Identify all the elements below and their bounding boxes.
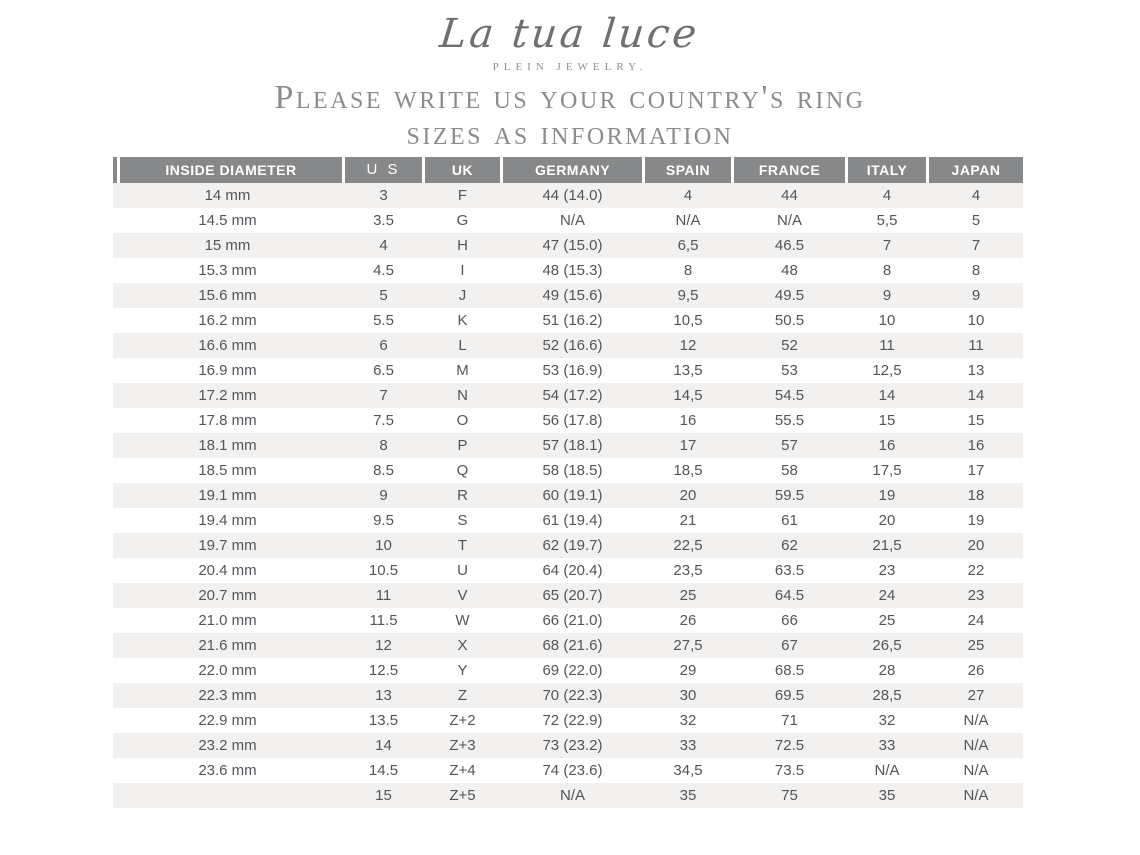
- table-row: [113, 208, 1023, 233]
- table-row: [113, 258, 1023, 283]
- table-cell: K: [457, 312, 468, 329]
- table-cell: 23.6 mm: [198, 762, 257, 779]
- column-header-u-s: U S: [345, 157, 422, 183]
- table-cell: 17.2 mm: [198, 387, 257, 404]
- table-cell: 4: [971, 187, 981, 204]
- page-title-line2: sizes as information: [406, 115, 734, 152]
- table-cell: 5: [379, 287, 388, 304]
- table-cell: 59.5: [774, 487, 805, 504]
- table-cell: 11.5: [369, 612, 398, 629]
- table-cell: 23.2 mm: [198, 737, 257, 754]
- table-cell: 56 (17.8): [542, 412, 603, 429]
- table-row: [113, 383, 1023, 408]
- table-cell: 12: [375, 637, 392, 654]
- table-cell: 35: [679, 787, 697, 804]
- table-cell: 16.9 mm: [198, 362, 257, 379]
- table-cell: Z: [457, 687, 468, 704]
- table-cell: 7.5: [373, 412, 394, 429]
- table-cell: 69 (22.0): [542, 662, 603, 679]
- table-cell: 22.3 mm: [198, 687, 257, 704]
- table-cell: 23: [967, 587, 985, 604]
- table-cell: 50.5: [774, 312, 805, 329]
- table-row: [113, 433, 1023, 458]
- table-cell: 48 (15.3): [542, 262, 603, 279]
- table-cell: I: [460, 262, 465, 279]
- table-cell: 17.8 mm: [198, 412, 257, 429]
- table-cell: G: [456, 212, 469, 229]
- table-cell: 9: [971, 287, 981, 304]
- table-cell: 8: [971, 262, 981, 279]
- table-cell: 60 (19.1): [542, 487, 603, 504]
- table-cell: 24: [967, 612, 985, 629]
- table-cell: 20.4 mm: [198, 562, 257, 579]
- table-cell: 7: [971, 237, 981, 254]
- table-cell: 48: [781, 262, 798, 279]
- table-cell: N/A: [963, 787, 989, 804]
- table-cell: 15.6 mm: [198, 287, 257, 304]
- table-cell: 33: [878, 737, 896, 754]
- table-cell: N: [457, 387, 468, 404]
- table-cell: N/A: [559, 212, 585, 229]
- table-cell: 68.5: [774, 662, 805, 679]
- table-cell: 53: [781, 362, 798, 379]
- table-cell: 29: [679, 662, 697, 679]
- ring-size-table: [113, 157, 1023, 808]
- table-cell: 32: [679, 712, 697, 729]
- table-cell: 9: [882, 287, 892, 304]
- table-row: [113, 333, 1023, 358]
- table-cell: 22,5: [673, 537, 703, 554]
- table-row: [113, 308, 1023, 333]
- table-cell: 9.5: [373, 512, 394, 529]
- table-cell: 10,5: [673, 312, 703, 329]
- table-cell: 4: [683, 187, 693, 204]
- table-cell: S: [457, 512, 468, 529]
- table-cell: 7: [882, 237, 892, 254]
- table-row: [113, 583, 1023, 608]
- table-cell: 46.5: [774, 237, 805, 254]
- table-cell: O: [456, 412, 469, 429]
- table-cell: 34,5: [673, 762, 703, 779]
- table-cell: 13: [967, 362, 985, 379]
- table-cell: 6,5: [677, 237, 699, 254]
- table-cell: 68 (21.6): [542, 637, 603, 654]
- table-cell: 15: [375, 787, 392, 804]
- table-cell: 14,5: [673, 387, 703, 404]
- table-cell: 19.4 mm: [198, 512, 257, 529]
- table-cell: 20: [967, 537, 985, 554]
- table-cell: 66 (21.0): [542, 612, 603, 629]
- table-header-edge: [113, 157, 117, 183]
- table-cell: X: [457, 637, 468, 654]
- table-cell: N/A: [559, 787, 585, 804]
- table-cell: 54.5: [774, 387, 805, 404]
- table-cell: 28,5: [872, 687, 902, 704]
- table-cell: 16: [878, 437, 896, 454]
- table-cell: 61: [781, 512, 798, 529]
- table-row: [113, 658, 1023, 683]
- table-cell: 54 (17.2): [542, 387, 603, 404]
- table-cell: 26: [679, 612, 697, 629]
- table-cell: 47 (15.0): [542, 237, 603, 254]
- table-cell: 44 (14.0): [542, 187, 603, 204]
- table-cell: 72.5: [774, 737, 805, 754]
- table-cell: 10: [375, 537, 392, 554]
- table-cell: 13: [375, 687, 392, 704]
- table-cell: 12,5: [872, 362, 902, 379]
- table-cell: T: [457, 537, 468, 554]
- brand-name: La tua luce: [438, 11, 702, 57]
- table-cell: 63.5: [774, 562, 805, 579]
- table-cell: 13,5: [673, 362, 703, 379]
- table-cell: 67: [781, 637, 798, 654]
- table-row: [113, 508, 1023, 533]
- page-title: [0, 80, 1140, 152]
- table-cell: 8.5: [373, 462, 394, 479]
- table-cell: 14: [375, 737, 392, 754]
- table-cell: 73 (23.2): [542, 737, 603, 754]
- brand-tagline: PLEIN JEWELRY.: [492, 61, 648, 73]
- table-cell: 51 (16.2): [542, 312, 603, 329]
- table-cell: N/A: [963, 712, 989, 729]
- table-row: [113, 408, 1023, 433]
- table-cell: W: [455, 612, 470, 629]
- table-cell: 18,5: [673, 462, 703, 479]
- table-cell: 21.0 mm: [198, 612, 257, 629]
- table-cell: R: [457, 487, 468, 504]
- table-cell: 15: [967, 412, 985, 429]
- table-cell: 70 (22.3): [542, 687, 603, 704]
- table-cell: 16: [679, 412, 697, 429]
- table-cell: H: [457, 237, 468, 254]
- table-cell: 49.5: [774, 287, 805, 304]
- table-cell: 6.5: [373, 362, 394, 379]
- table-cell: 22: [967, 562, 985, 579]
- table-cell: 18: [967, 487, 985, 504]
- table-row: [113, 183, 1023, 208]
- table-cell: Z+3: [449, 737, 476, 754]
- table-header-row: [113, 157, 1023, 183]
- table-cell: 4.5: [373, 262, 394, 279]
- table-cell: 12.5: [368, 662, 399, 679]
- table-row: [113, 733, 1023, 758]
- column-header-germany: GERMANY: [503, 157, 642, 183]
- table-cell: 13.5: [368, 712, 399, 729]
- table-body: [113, 183, 1023, 808]
- table-cell: 14: [967, 387, 985, 404]
- table-cell: 7: [379, 387, 388, 404]
- table-cell: 12: [679, 337, 697, 354]
- brand-logo: [0, 0, 1140, 74]
- table-cell: 22.9 mm: [198, 712, 257, 729]
- table-cell: 74 (23.6): [542, 762, 603, 779]
- table-row: [113, 683, 1023, 708]
- table-cell: 10: [967, 312, 985, 329]
- table-cell: 8: [379, 437, 388, 454]
- table-cell: 15.3 mm: [198, 262, 257, 279]
- table-cell: 28: [878, 662, 896, 679]
- table-cell: 4: [882, 187, 892, 204]
- table-cell: 14.5 mm: [198, 212, 257, 229]
- table-row: [113, 458, 1023, 483]
- table-cell: 62: [781, 537, 798, 554]
- table-cell: 19.7 mm: [198, 537, 257, 554]
- table-cell: 14 mm: [204, 187, 251, 204]
- table-row: [113, 758, 1023, 783]
- table-cell: 75: [781, 787, 798, 804]
- table-cell: 14.5: [368, 762, 399, 779]
- table-row: [113, 558, 1023, 583]
- table-cell: 11: [879, 337, 895, 354]
- column-header-italy: ITALY: [848, 157, 926, 183]
- column-header-inside-diameter: INSIDE DIAMETER: [120, 157, 342, 183]
- table-cell: 30: [679, 687, 697, 704]
- table-cell: 20: [878, 512, 896, 529]
- table-cell: 15 mm: [204, 237, 251, 254]
- table-cell: 33: [679, 737, 697, 754]
- table-cell: 3: [379, 187, 388, 204]
- table-cell: 25: [967, 637, 985, 654]
- table-cell: 20.7 mm: [198, 587, 257, 604]
- table-cell: 49 (15.6): [542, 287, 603, 304]
- table-cell: 11: [375, 587, 392, 604]
- table-cell: 73.5: [774, 762, 805, 779]
- table-cell: N/A: [776, 212, 802, 229]
- table-cell: 5: [971, 212, 981, 229]
- table-cell: [113, 783, 342, 808]
- table-cell: N/A: [675, 212, 701, 229]
- table-cell: 61 (19.4): [542, 512, 603, 529]
- table-cell: Z+5: [449, 787, 476, 804]
- table-cell: 21.6 mm: [198, 637, 257, 654]
- table-cell: 72 (22.9): [542, 712, 603, 729]
- table-cell: 21,5: [872, 537, 902, 554]
- table-cell: 16.2 mm: [198, 312, 257, 329]
- table-cell: 26,5: [872, 637, 902, 654]
- table-cell: 35: [878, 787, 896, 804]
- table-cell: 22.0 mm: [198, 662, 257, 679]
- table-cell: 16.6 mm: [198, 337, 257, 354]
- table-cell: 6: [379, 337, 388, 354]
- table-cell: 23: [878, 562, 896, 579]
- table-cell: 19: [878, 487, 896, 504]
- table-cell: 5.5: [373, 312, 394, 329]
- table-cell: 69.5: [774, 687, 805, 704]
- table-cell: V: [457, 587, 468, 604]
- table-cell: 21: [679, 512, 697, 529]
- table-cell: 55.5: [774, 412, 805, 429]
- table-cell: Q: [456, 462, 469, 479]
- table-cell: 11: [968, 337, 984, 354]
- table-cell: N/A: [963, 737, 989, 754]
- table-cell: 27: [967, 687, 985, 704]
- table-cell: 58: [781, 462, 798, 479]
- table-cell: 15: [878, 412, 896, 429]
- table-cell: 8: [882, 262, 892, 279]
- table-cell: J: [458, 287, 467, 304]
- column-header-france: FRANCE: [734, 157, 845, 183]
- table-cell: 17: [967, 462, 985, 479]
- table-cell: 44: [781, 187, 798, 204]
- table-cell: 20: [679, 487, 697, 504]
- table-cell: 24: [878, 587, 896, 604]
- table-cell: 19.1 mm: [198, 487, 257, 504]
- table-cell: N/A: [963, 762, 989, 779]
- table-cell: 8: [683, 262, 693, 279]
- table-cell: 62 (19.7): [542, 537, 603, 554]
- table-cell: 71: [781, 712, 798, 729]
- table-cell: 19: [967, 512, 985, 529]
- table-cell: 10: [878, 312, 896, 329]
- table-row: [113, 608, 1023, 633]
- table-cell: L: [458, 337, 467, 354]
- table-row: [113, 783, 1023, 808]
- table-cell: U: [457, 562, 468, 579]
- table-cell: 10.5: [368, 562, 399, 579]
- table-cell: M: [456, 362, 469, 379]
- table-cell: 53 (16.9): [542, 362, 603, 379]
- page-title-line1: Please write us your country's ring: [274, 79, 866, 116]
- table-cell: 52: [781, 337, 798, 354]
- table-cell: 52 (16.6): [542, 337, 603, 354]
- table-cell: 17: [679, 437, 697, 454]
- table-row: [113, 358, 1023, 383]
- table-cell: 26: [967, 662, 985, 679]
- table-cell: 65 (20.7): [542, 587, 603, 604]
- table-row: [113, 633, 1023, 658]
- table-cell: 57: [781, 437, 798, 454]
- table-cell: 25: [679, 587, 697, 604]
- table-cell: 64 (20.4): [542, 562, 603, 579]
- table-cell: 14: [878, 387, 896, 404]
- table-cell: 25: [878, 612, 896, 629]
- table-row: [113, 233, 1023, 258]
- table-cell: Y: [457, 662, 468, 679]
- table-cell: 16: [967, 437, 985, 454]
- table-cell: 17,5: [872, 462, 902, 479]
- table-cell: N/A: [874, 762, 900, 779]
- table-cell: F: [457, 187, 468, 204]
- table-cell: 3.5: [373, 212, 394, 229]
- table-cell: 9,5: [677, 287, 699, 304]
- table-cell: 18.5 mm: [198, 462, 257, 479]
- table-cell: 5,5: [876, 212, 898, 229]
- table-cell: Z+4: [449, 762, 476, 779]
- table-cell: 57 (18.1): [542, 437, 603, 454]
- table-cell: 27,5: [673, 637, 703, 654]
- column-header-japan: JAPAN: [929, 157, 1023, 183]
- table-row: [113, 283, 1023, 308]
- table-cell: 23,5: [673, 562, 703, 579]
- table-cell: 58 (18.5): [542, 462, 603, 479]
- table-cell: 9: [379, 487, 388, 504]
- table-cell: 66: [781, 612, 798, 629]
- table-row: [113, 533, 1023, 558]
- table-cell: 18.1 mm: [198, 437, 257, 454]
- table-row: [113, 483, 1023, 508]
- table-cell: 32: [878, 712, 896, 729]
- column-header-spain: SPAIN: [645, 157, 731, 183]
- table-cell: Z+2: [449, 712, 476, 729]
- table-cell: 64.5: [774, 587, 805, 604]
- table-cell: P: [457, 437, 468, 454]
- column-header-uk: UK: [425, 157, 500, 183]
- table-row: [113, 708, 1023, 733]
- table-cell: 4: [379, 237, 388, 254]
